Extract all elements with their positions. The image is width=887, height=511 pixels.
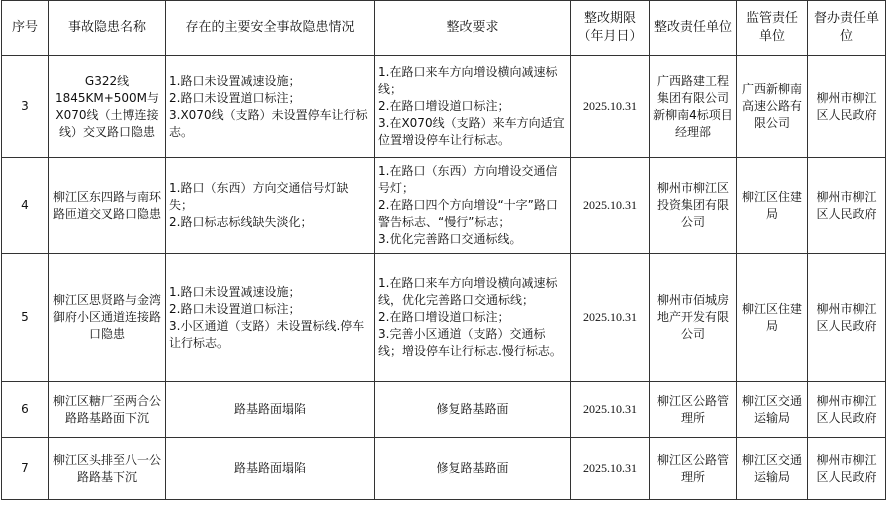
issue-item: 2.路口未设置道口标注；	[169, 301, 301, 316]
row-seq: 5	[2, 254, 49, 382]
row-supervisor: 柳江区住建局	[737, 254, 808, 382]
requirement-item: 修复路基路面	[436, 461, 509, 475]
row-coordinator: 柳州市柳江区人民政府	[808, 254, 886, 382]
row-hazard-name: 柳江区头排至八一公路路基下沉	[49, 438, 166, 500]
row-seq: 4	[2, 158, 49, 254]
row-responsible: 柳江区公路管理所	[650, 382, 737, 438]
row-deadline: 2025.10.31	[571, 56, 650, 158]
row-responsible: 广西路建工程集团有限公司新柳南4标项目经理部	[650, 56, 737, 158]
row-responsible: 柳州市佰城房地产开发有限公司	[650, 254, 737, 382]
table-row	[2, 254, 886, 382]
row-issues	[166, 382, 375, 438]
row-responsible: 柳州市柳江区投资集团有限公司	[650, 158, 737, 254]
requirement-item: 3.在X070线（支路）来车方向适宜位置增设停车让行标志。	[378, 116, 565, 147]
requirement-item: 3.完善小区通道（支路）交通标线；增设停车让行标志.慢行标志。	[378, 327, 562, 358]
row-responsible: 柳江区公路管理所	[650, 438, 737, 500]
issue-item: 3.X070线（支路）未设置停车让行标志。	[169, 107, 368, 139]
row-seq: 6	[2, 382, 49, 438]
row-coordinator: 柳州市柳江区人民政府	[808, 56, 886, 158]
row-requirements	[375, 56, 571, 158]
row-coordinator: 柳州市柳江区人民政府	[808, 158, 886, 254]
header-requirement: 整改要求	[375, 1, 571, 56]
row-requirements	[375, 254, 571, 382]
table-row	[2, 382, 886, 438]
row-coordinator: 柳州市柳江区人民政府	[808, 438, 886, 500]
table-row	[2, 56, 886, 158]
row-coordinator: 柳州市柳江区人民政府	[808, 382, 886, 438]
requirement-item: 2.在路口四个方向增设“十字”路口警告标志、“慢行”标志；	[378, 198, 558, 229]
requirement-item: 1.在路口（东西）方向增设交通信号灯；	[378, 164, 558, 195]
row-requirements	[375, 438, 571, 500]
row-issues	[166, 254, 375, 382]
header-supervisor: 监管责任单位	[737, 1, 808, 56]
row-deadline: 2025.10.31	[571, 438, 650, 500]
row-issues	[166, 158, 375, 254]
header-deadline: 整改期限（年月日）	[571, 1, 650, 56]
row-requirements	[375, 382, 571, 438]
issue-item: 路基路面塌陷	[233, 461, 306, 475]
issue-item: 1.路口未设置减速设施；	[169, 284, 301, 299]
table-row	[2, 158, 886, 254]
table-header-row	[2, 1, 886, 56]
header-seq: 序号	[2, 1, 49, 56]
header-name: 事故隐患名称	[49, 1, 166, 56]
header-responsible: 整改责任单位	[650, 1, 737, 56]
row-deadline: 2025.10.31	[571, 158, 650, 254]
hazard-rectification-table	[1, 0, 886, 500]
row-deadline: 2025.10.31	[571, 382, 650, 438]
row-hazard-name: G322线1845KM+500M与X070线（土博连接线）交叉路口隐患	[49, 56, 166, 158]
row-hazard-name: 柳江区糖厂至两合公路路基路面下沉	[49, 382, 166, 438]
row-issues	[166, 438, 375, 500]
row-seq: 3	[2, 56, 49, 158]
issue-item: 1.路口（东西）方向交通信号灯缺失；	[169, 181, 349, 212]
requirement-item: 1.在路口来车方向增设横向减速标线，优化完善路口交通标线；	[378, 276, 558, 307]
issue-item: 2.路口未设置道口标注；	[169, 90, 301, 105]
issue-item: 3.小区通道（支路）未设置标线.停车让行标志。	[169, 318, 365, 350]
issue-item: 2.路口标志标线缺失淡化；	[169, 215, 313, 229]
requirement-item: 1.在路口来车方向增设横向减速标线；	[378, 65, 558, 96]
row-deadline: 2025.10.31	[571, 254, 650, 382]
header-issue: 存在的主要安全事故隐患情况	[166, 1, 375, 56]
issue-item: 路基路面塌陷	[233, 402, 306, 416]
row-supervisor: 柳江区交通运输局	[737, 382, 808, 438]
row-hazard-name: 柳江区思贤路与金湾御府小区通道连接路口隐患	[49, 254, 166, 382]
row-supervisor: 柳江区住建局	[737, 158, 808, 254]
row-issues	[166, 56, 375, 158]
row-hazard-name: 柳江区东四路与南环路匝道交叉路口隐患	[49, 158, 166, 254]
row-seq: 7	[2, 438, 49, 500]
requirement-item: 2.在路口增设道口标注；	[378, 99, 510, 113]
requirement-item: 3.优化完善路口交通标线。	[378, 232, 522, 246]
header-coordinator: 督办责任单位	[808, 1, 886, 56]
row-supervisor: 柳江区交通运输局	[737, 438, 808, 500]
row-requirements	[375, 158, 571, 254]
issue-item: 1.路口未设置减速设施；	[169, 73, 301, 88]
requirement-item: 2.在路口增设道口标注；	[378, 310, 510, 324]
requirement-item: 修复路基路面	[436, 402, 509, 416]
table-row	[2, 438, 886, 500]
row-supervisor: 广西新柳南高速公路有限公司	[737, 56, 808, 158]
